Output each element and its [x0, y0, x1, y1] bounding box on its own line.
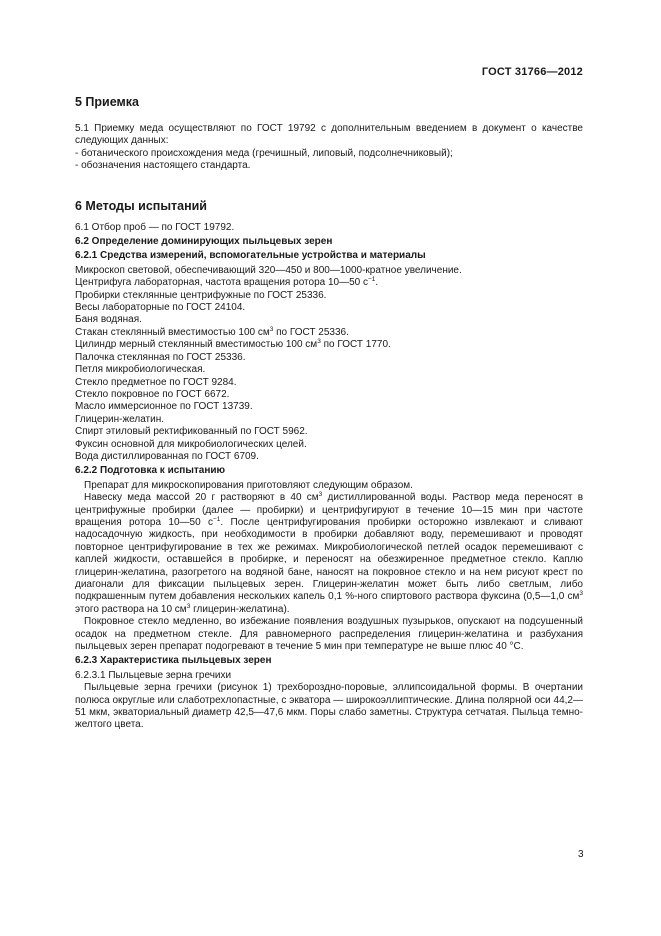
equipment-item: Центрифуга лабораторная, частота вращения ротора 10—50 $с^{-1}$.	[75, 276, 379, 289]
heading-6-2: 6.2 Определение доминирующих пыльцевых зерен	[75, 236, 333, 248]
equipment-item: Масло иммерсионное по ГОСТ 13739.	[75, 401, 253, 413]
equipment-item: Фуксин основной для микробиологических целей.	[75, 438, 307, 450]
heading-6-2-3: 6.2.3 Характеристика пыльцевых зерен	[75, 655, 272, 667]
equipment-item: Палочка стеклянная по ГОСТ 25336.	[75, 351, 246, 363]
paragraph-6-2-2-a: Препарат для микроскопирования приготовляют следующим образом.	[84, 479, 413, 491]
equipment-list	[75, 265, 583, 464]
paragraph-6-2-2-b: Навеску меда массой 20 г растворяют в 40 $см^3$ дистиллированной воды. Раствор меда переносят в центрифужные пробирки (далее — пробирки) и центрифугируют в течение 10—15 мин при частоте вращения ротора 10—50 $с^{-1}$. После центрифугирования пробирки осторожно извлекают и сливают надосадочную жидкость, при необходимости в пробирки добавляют воду, перемешивают и проводят повторное центрифугирование в тех же режимах. Микробиологической петлей осадок перемешивают с каплей жидкости, оставшейся в пробирке, и переносят на обезжиренное предметное стекло. Каплю глицерин-желатина, разогретого на водяной бане, наносят на покровное стекло и на нем рисуют крест по диагонали для фиксации пыльцевых зерен. Глицерин-желатин может быть либо светлым, либо подкрашенным путем добавления нескольких капель 0,1 %-ного спиртового раствора фуксина (0,5—1,0 $см^3$ этого раствора на 10 $см^3$ глицерин-желатина).	[75, 491, 584, 615]
paragraph-5-1: 5.1 Приемку меда осуществляют по ГОСТ 19792 с дополнительным введением в документ о качестве следующих данных:	[75, 123, 583, 147]
equipment-item: Цилиндр мерный стеклянный вместимостью 100 $см^3$ по ГОСТ 1770.	[75, 338, 391, 351]
equipment-item: Весы лабораторные по ГОСТ 24104.	[75, 302, 246, 314]
paragraph-6-1: 6.1 Отбор проб — по ГОСТ 19792.	[75, 221, 235, 233]
section-5-title: 5 Приемка	[75, 95, 139, 109]
paragraph-6-2-2-c: Покровное стекло медленно, во избежание появления воздушных пузырьков, опускают на подсушенный осадок на предметном стекле. Для равномерного распределения глицерин-желатина и разбухания пыльцевых зерен препарат подогревают в течение 5 мин при температуре не выше плюс 40 °С.	[75, 616, 583, 653]
page-content	[75, 94, 583, 732]
bullet-item: - ботанического происхождения меда (гречишный, липовый, подсолнечниковый);	[75, 147, 453, 159]
heading-6-2-1: 6.2.1 Средства измерений, вспомогательные устройства и материалы	[75, 250, 426, 262]
page-number: 3	[578, 849, 584, 860]
equipment-item: Пробирки стеклянные центрифужные по ГОСТ 25336.	[75, 289, 327, 301]
paragraph-6-2-3-1: Пыльцевые зерна гречихи (рисунок 1) трехбороздно-поровые, эллипсоидальной формы. В очертании полюса округлые или слаботрехлопастные, с экватора — широкоэллиптические. Длина полярной оси 44,2—51 мкм, экваториальный диаметр 42,5—47,6 мкм. Поры слабо заметны. Структура сетчатая. Пыльца темно-желтого цвета.	[75, 682, 583, 731]
equipment-item: Спирт этиловый ректификованный по ГОСТ 5962.	[75, 426, 308, 438]
bullet-list	[75, 148, 583, 173]
equipment-item: Петля микробиологическая.	[75, 364, 206, 376]
equipment-item: Стакан стеклянный вместимостью 100 $см^3$ по ГОСТ 25336.	[75, 325, 349, 338]
equipment-item: Глицерин-желатин.	[75, 413, 165, 425]
equipment-item: Вода дистиллированная по ГОСТ 6709.	[75, 450, 259, 462]
equipment-item: Микроскоп световой, обеспечивающий 320—450 и 800—1000-кратное увеличение.	[75, 264, 462, 276]
equipment-item: Стекло покровное по ГОСТ 6672.	[75, 388, 230, 400]
equipment-item: Баня водяная.	[75, 314, 142, 326]
section-6-title: 6 Методы испытаний	[75, 198, 207, 213]
heading-6-2-2: 6.2.2 Подготовка к испытанию	[75, 465, 226, 477]
standard-code-header: ГОСТ 31766—2012	[481, 66, 583, 78]
bullet-item: - обозначения настоящего стандарта.	[75, 160, 251, 172]
heading-6-2-3-1: 6.2.3.1 Пыльцевые зерна гречихи	[75, 669, 232, 681]
equipment-item: Стекло предметное по ГОСТ 9284.	[75, 376, 237, 388]
